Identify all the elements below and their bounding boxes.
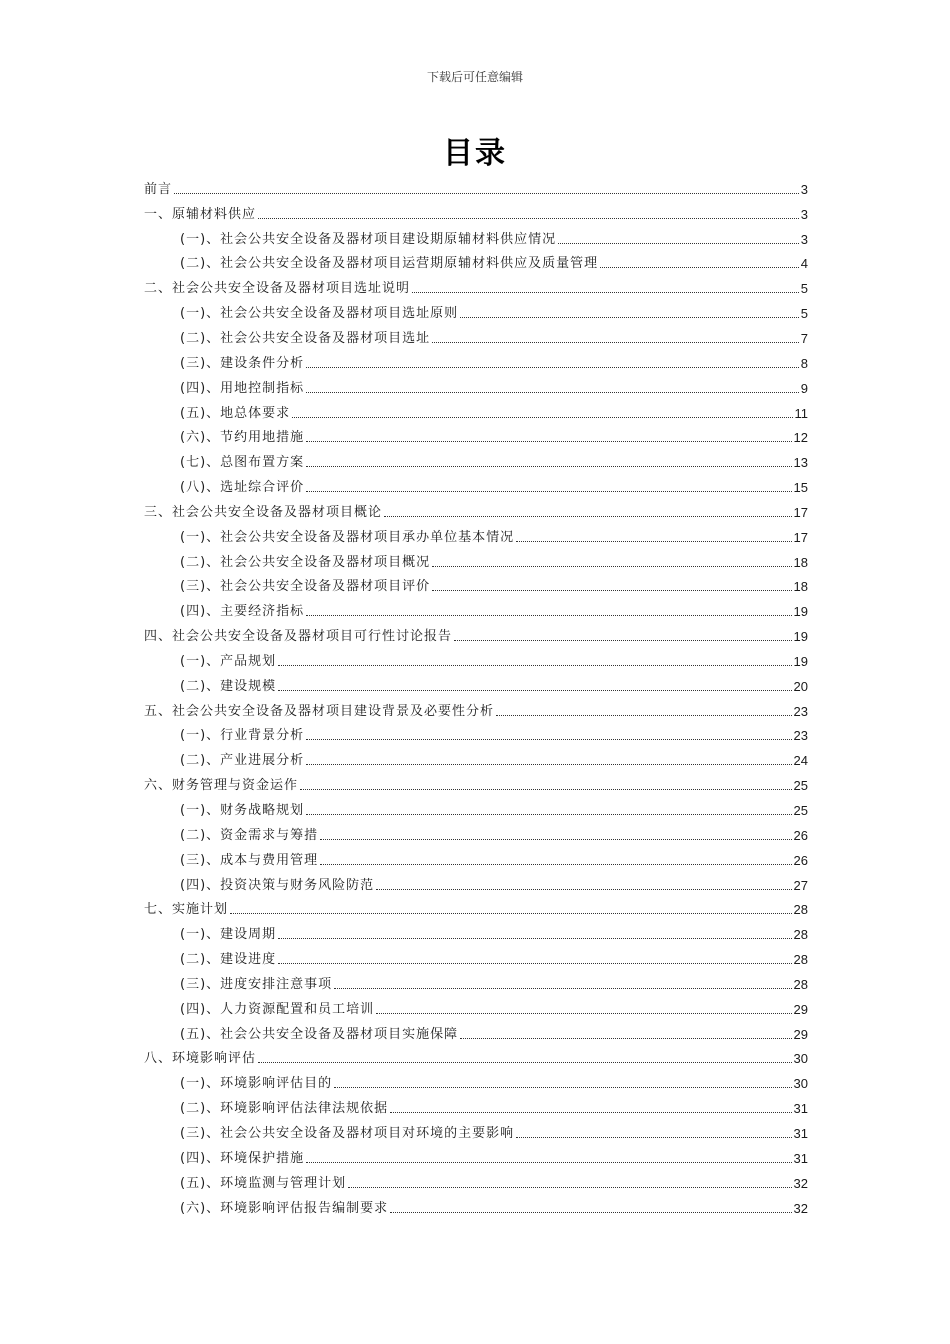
- toc-dot-leader: [376, 1013, 791, 1014]
- toc-entry-page: 3: [800, 206, 808, 222]
- toc-entry-label: (二)、社会公共安全设备及器材项目概况: [180, 554, 431, 570]
- toc-entry[interactable]: [144, 326, 808, 351]
- toc-entry[interactable]: [144, 748, 808, 773]
- toc-dot-leader: [558, 243, 799, 244]
- toc-dot-leader: [306, 1162, 791, 1163]
- toc-entry[interactable]: [144, 1121, 808, 1146]
- toc-entry-label: (一)、环境影响评估目的: [180, 1076, 333, 1092]
- toc-entry-label: (五)、环境监测与管理计划: [180, 1175, 347, 1191]
- toc-entry[interactable]: [144, 848, 808, 873]
- toc-dot-leader: [600, 267, 799, 268]
- toc-entry-label: (四)、投资决策与财务风险防范: [180, 877, 375, 893]
- toc-dot-leader: [384, 516, 792, 517]
- toc-dot-leader: [258, 218, 799, 219]
- toc-entry-page: 30: [793, 1051, 808, 1067]
- toc-entry-label: (三)、建设条件分析: [180, 355, 305, 371]
- toc-entry-label: (四)、人力资源配置和员工培训: [180, 1001, 375, 1017]
- toc-entry[interactable]: [144, 823, 808, 848]
- toc-entry[interactable]: [144, 177, 808, 202]
- toc-entry-label: (八)、选址综合评价: [180, 480, 305, 496]
- toc-entry-label: 七、实施计划: [144, 902, 229, 918]
- toc-entry[interactable]: [144, 947, 808, 972]
- toc-entry-label: (二)、社会公共安全设备及器材项目选址: [180, 330, 431, 346]
- toc-dot-leader: [230, 913, 792, 914]
- toc-entry[interactable]: [144, 922, 808, 947]
- toc-dot-leader: [306, 615, 791, 616]
- toc-entry-label: (五)、地总体要求: [180, 405, 291, 421]
- table-of-contents: [144, 177, 808, 1220]
- toc-entry-page: 20: [793, 678, 808, 694]
- toc-entry-page: 28: [793, 976, 808, 992]
- toc-dot-leader: [300, 789, 792, 790]
- toc-entry[interactable]: [144, 724, 808, 749]
- toc-entry[interactable]: [144, 252, 808, 277]
- toc-dot-leader: [376, 889, 791, 890]
- toc-dot-leader: [390, 1112, 791, 1113]
- toc-entry-page: 3: [800, 181, 808, 197]
- toc-entry-page: 11: [794, 405, 808, 421]
- toc-entry[interactable]: [144, 276, 808, 301]
- toc-entry-page: 7: [800, 330, 808, 346]
- toc-entry[interactable]: [144, 1022, 808, 1047]
- toc-entry-page: 18: [793, 554, 808, 570]
- toc-entry-label: (二)、社会公共安全设备及器材项目运营期原辅材料供应及质量管理: [180, 256, 599, 272]
- toc-entry[interactable]: [144, 425, 808, 450]
- toc-dot-leader: [412, 292, 799, 293]
- toc-dot-leader: [432, 342, 799, 343]
- toc-dot-leader: [306, 466, 791, 467]
- toc-dot-leader: [432, 566, 791, 567]
- toc-entry-page: 29: [793, 1001, 808, 1017]
- toc-entry-label: (一)、产品规划: [180, 653, 277, 669]
- toc-entry-label: 一、原辅材料供应: [144, 206, 257, 222]
- toc-dot-leader: [454, 640, 792, 641]
- toc-entry-label: 八、环境影响评估: [144, 1051, 257, 1067]
- toc-dot-leader: [258, 1062, 792, 1063]
- toc-entry-page: 26: [793, 827, 808, 843]
- toc-entry[interactable]: [144, 699, 808, 724]
- toc-entry[interactable]: [144, 1096, 808, 1121]
- toc-entry[interactable]: [144, 873, 808, 898]
- toc-dot-leader: [306, 367, 799, 368]
- toc-entry-page: 5: [800, 281, 808, 297]
- toc-entry[interactable]: [144, 1071, 808, 1096]
- toc-entry-page: 23: [793, 703, 808, 719]
- toc-entry-page: 24: [793, 753, 808, 769]
- toc-entry-label: (四)、主要经济指标: [180, 604, 305, 620]
- toc-dot-leader: [516, 1137, 791, 1138]
- toc-entry-page: 32: [793, 1200, 808, 1216]
- toc-entry[interactable]: [144, 972, 808, 997]
- toc-entry-label: 五、社会公共安全设备及器材项目建设背景及必要性分析: [144, 703, 495, 719]
- toc-entry-label: (七)、总图布置方案: [180, 455, 305, 471]
- toc-entry-page: 19: [793, 604, 808, 620]
- toc-dot-leader: [516, 541, 791, 542]
- toc-dot-leader: [460, 1038, 791, 1039]
- toc-entry-label: (三)、社会公共安全设备及器材项目评价: [180, 579, 431, 595]
- toc-dot-leader: [306, 764, 791, 765]
- toc-entry[interactable]: [144, 1146, 808, 1171]
- toc-entry-page: 23: [793, 728, 808, 744]
- toc-entry[interactable]: [144, 301, 808, 326]
- toc-entry-page: 26: [793, 852, 808, 868]
- toc-dot-leader: [306, 814, 791, 815]
- toc-entry-page: 31: [793, 1125, 808, 1141]
- toc-entry-label: (三)、进度安排注意事项: [180, 976, 333, 992]
- toc-dot-leader: [292, 417, 792, 418]
- toc-dot-leader: [432, 590, 791, 591]
- toc-dot-leader: [348, 1187, 791, 1188]
- toc-entry-page: 13: [793, 455, 808, 471]
- toc-entry-label: 四、社会公共安全设备及器材项目可行性讨论报告: [144, 629, 453, 645]
- toc-entry[interactable]: [144, 525, 808, 550]
- toc-entry[interactable]: [144, 649, 808, 674]
- toc-entry-label: (四)、环境保护措施: [180, 1150, 305, 1166]
- toc-entry-label: (一)、社会公共安全设备及器材项目承办单位基本情况: [180, 529, 515, 545]
- toc-entry-label: (六)、节约用地措施: [180, 430, 305, 446]
- header-note: 下载后可任意编辑: [426, 70, 523, 84]
- toc-entry[interactable]: [144, 550, 808, 575]
- toc-entry[interactable]: [144, 351, 808, 376]
- toc-entry[interactable]: [144, 575, 808, 600]
- toc-entry-label: 三、社会公共安全设备及器材项目概论: [144, 504, 383, 520]
- toc-entry-label: (五)、社会公共安全设备及器材项目实施保障: [180, 1026, 459, 1042]
- toc-entry-label: 六、财务管理与资金运作: [144, 778, 299, 794]
- toc-entry-page: 12: [793, 430, 808, 446]
- toc-entry-page: 25: [793, 803, 808, 819]
- toc-entry-page: 9: [800, 380, 808, 396]
- toc-dot-leader: [174, 193, 799, 194]
- toc-entry[interactable]: [144, 500, 808, 525]
- toc-entry-label: 前言: [144, 181, 173, 197]
- toc-entry-page: 30: [793, 1076, 808, 1092]
- toc-entry-label: (二)、资金需求与筹措: [180, 827, 319, 843]
- toc-entry-label: (二)、产业进展分析: [180, 753, 305, 769]
- toc-dot-leader: [306, 491, 791, 492]
- toc-entry[interactable]: [144, 997, 808, 1022]
- toc-entry[interactable]: [144, 401, 808, 426]
- toc-entry-label: (一)、社会公共安全设备及器材项目建设期原辅材料供应情况: [180, 231, 557, 247]
- toc-entry[interactable]: [144, 376, 808, 401]
- toc-entry[interactable]: [144, 897, 808, 922]
- toc-dot-leader: [320, 864, 791, 865]
- toc-entry[interactable]: [144, 1196, 808, 1221]
- page-title: 目录: [443, 136, 507, 171]
- toc-entry-page: 18: [793, 579, 808, 595]
- toc-entry-label: (一)、建设周期: [180, 927, 277, 943]
- toc-entry[interactable]: [144, 773, 808, 798]
- toc-entry[interactable]: [144, 202, 808, 227]
- toc-entry-label: (三)、社会公共安全设备及器材项目对环境的主要影响: [180, 1125, 515, 1141]
- toc-entry[interactable]: [144, 599, 808, 624]
- toc-entry-label: (一)、财务战略规划: [180, 803, 305, 819]
- toc-entry-page: 25: [793, 778, 808, 794]
- toc-entry[interactable]: [144, 624, 808, 649]
- toc-entry-page: 19: [793, 629, 808, 645]
- toc-entry-page: 29: [793, 1026, 808, 1042]
- toc-entry[interactable]: [144, 450, 808, 475]
- toc-dot-leader: [278, 690, 791, 691]
- toc-entry-label: (二)、建设规模: [180, 678, 277, 694]
- toc-entry[interactable]: [144, 1047, 808, 1072]
- toc-entry-page: 31: [793, 1101, 808, 1117]
- toc-entry-label: (二)、环境影响评估法律法规依据: [180, 1101, 389, 1117]
- toc-entry-page: 28: [793, 927, 808, 943]
- toc-dot-leader: [460, 317, 799, 318]
- toc-entry-page: 17: [793, 529, 808, 545]
- toc-entry-page: 28: [793, 902, 808, 918]
- toc-entry-page: 19: [793, 653, 808, 669]
- toc-entry-page: 17: [793, 504, 808, 520]
- toc-entry-page: 5: [800, 306, 808, 322]
- toc-entry-label: (一)、行业背景分析: [180, 728, 305, 744]
- toc-entry[interactable]: [144, 674, 808, 699]
- toc-entry-page: 4: [800, 256, 808, 272]
- toc-entry-label: 二、社会公共安全设备及器材项目选址说明: [144, 281, 411, 297]
- toc-entry[interactable]: [144, 1171, 808, 1196]
- toc-entry-label: (四)、用地控制指标: [180, 380, 305, 396]
- toc-entry-page: 31: [793, 1150, 808, 1166]
- toc-dot-leader: [278, 963, 791, 964]
- toc-dot-leader: [306, 392, 799, 393]
- toc-entry-page: 8: [800, 355, 808, 371]
- toc-dot-leader: [320, 839, 791, 840]
- toc-entry-page: 3: [800, 231, 808, 247]
- toc-dot-leader: [278, 938, 791, 939]
- toc-entry-label: (六)、环境影响评估报告编制要求: [180, 1200, 389, 1216]
- toc-dot-leader: [306, 441, 791, 442]
- toc-dot-leader: [390, 1212, 791, 1213]
- toc-entry-label: (三)、成本与费用管理: [180, 852, 319, 868]
- toc-dot-leader: [306, 739, 791, 740]
- toc-entry-label: (一)、社会公共安全设备及器材项目选址原则: [180, 306, 459, 322]
- toc-entry[interactable]: [144, 475, 808, 500]
- toc-entry[interactable]: [144, 798, 808, 823]
- toc-dot-leader: [496, 715, 792, 716]
- toc-entry-page: 27: [793, 877, 808, 893]
- toc-entry-page: 28: [793, 952, 808, 968]
- toc-entry-page: 32: [793, 1175, 808, 1191]
- toc-dot-leader: [334, 988, 791, 989]
- toc-dot-leader: [334, 1087, 791, 1088]
- toc-entry-page: 15: [793, 480, 808, 496]
- toc-dot-leader: [278, 665, 791, 666]
- toc-entry[interactable]: [144, 227, 808, 252]
- toc-entry-label: (二)、建设进度: [180, 952, 277, 968]
